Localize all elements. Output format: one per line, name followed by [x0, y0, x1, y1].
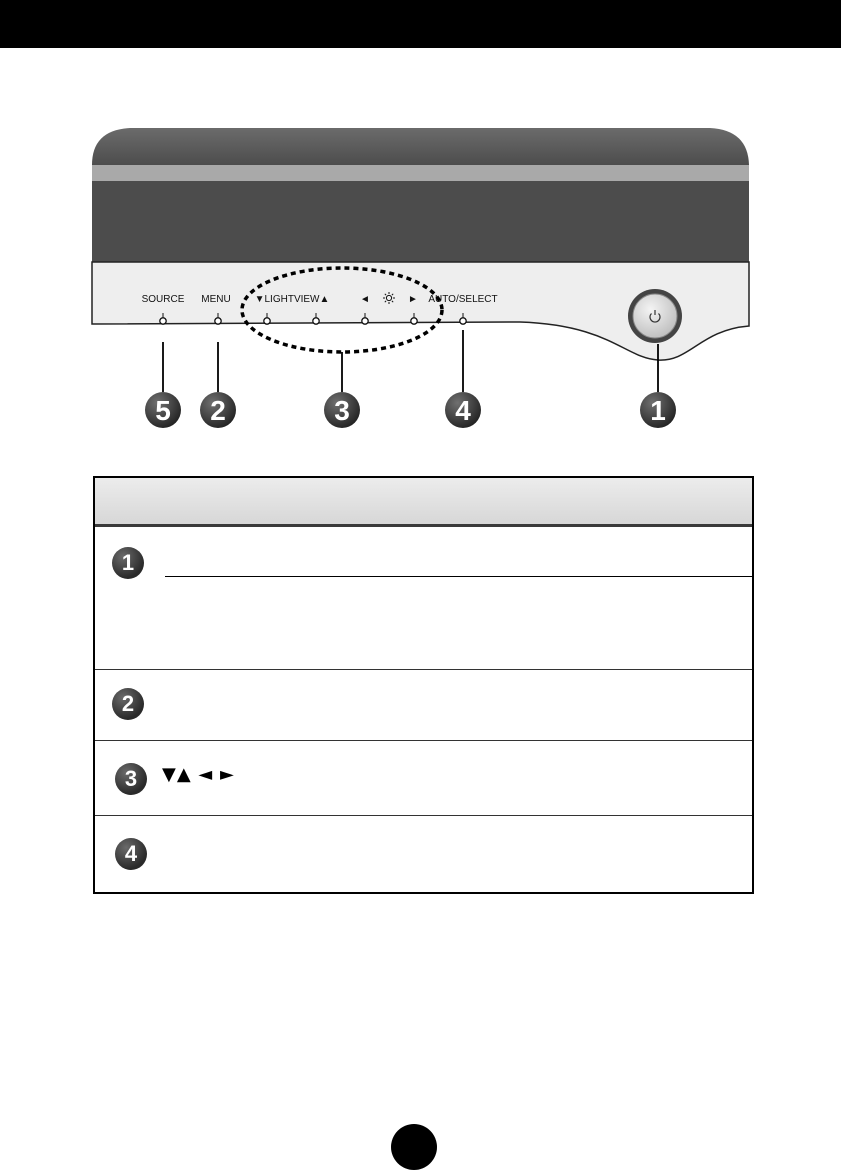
bezel-top: [92, 128, 749, 165]
controls-table: [93, 476, 754, 894]
callout-5: [145, 392, 181, 428]
svg-text:3: 3: [334, 395, 350, 426]
callout-1: [640, 392, 676, 428]
table-row-4: [95, 816, 752, 892]
callout-3: [324, 392, 360, 428]
top-black-bar: [0, 0, 841, 48]
row-badge-3: 3: [115, 763, 147, 795]
monitor-front-panel: [0, 120, 841, 440]
menu-label: MENU: [201, 294, 231, 305]
lightview-label: ▼LIGHTVIEW▲: [254, 294, 330, 305]
svg-text:4: 4: [455, 395, 471, 426]
source-label: SOURCE: [141, 294, 185, 305]
row-1-underline: [165, 576, 752, 577]
callout-4: [445, 392, 481, 428]
svg-text:1: 1: [650, 395, 666, 426]
source-button[interactable]: [160, 318, 166, 324]
lightview-up-button[interactable]: [313, 318, 319, 324]
row-badge-4: 4: [115, 838, 147, 870]
table-row-2: [95, 670, 752, 740]
left-button[interactable]: [362, 318, 368, 324]
svg-text:2: 2: [210, 395, 226, 426]
bezel-dark: [92, 181, 749, 262]
bezel-stripe: [92, 165, 749, 181]
lightview-down-button[interactable]: [264, 318, 270, 324]
row-badge-2: 2: [112, 688, 144, 720]
left-arrow-label: ◄: [360, 294, 370, 305]
svg-text:5: 5: [155, 395, 171, 426]
right-arrow-label: ►: [408, 294, 418, 305]
callout-2: [200, 392, 236, 428]
auto-select-label: AUTO/SELECT: [428, 294, 498, 305]
power-button[interactable]: [633, 294, 677, 338]
arrow-glyphs: ▼▲ ◄ ►: [162, 764, 235, 785]
auto-select-button[interactable]: [460, 318, 466, 324]
table-row-1: [95, 527, 752, 669]
row-badge-1: 1: [112, 547, 144, 579]
menu-button[interactable]: [215, 318, 221, 324]
table-header: [95, 478, 752, 527]
right-button[interactable]: [411, 318, 417, 324]
page-number-dot: [391, 1124, 437, 1170]
